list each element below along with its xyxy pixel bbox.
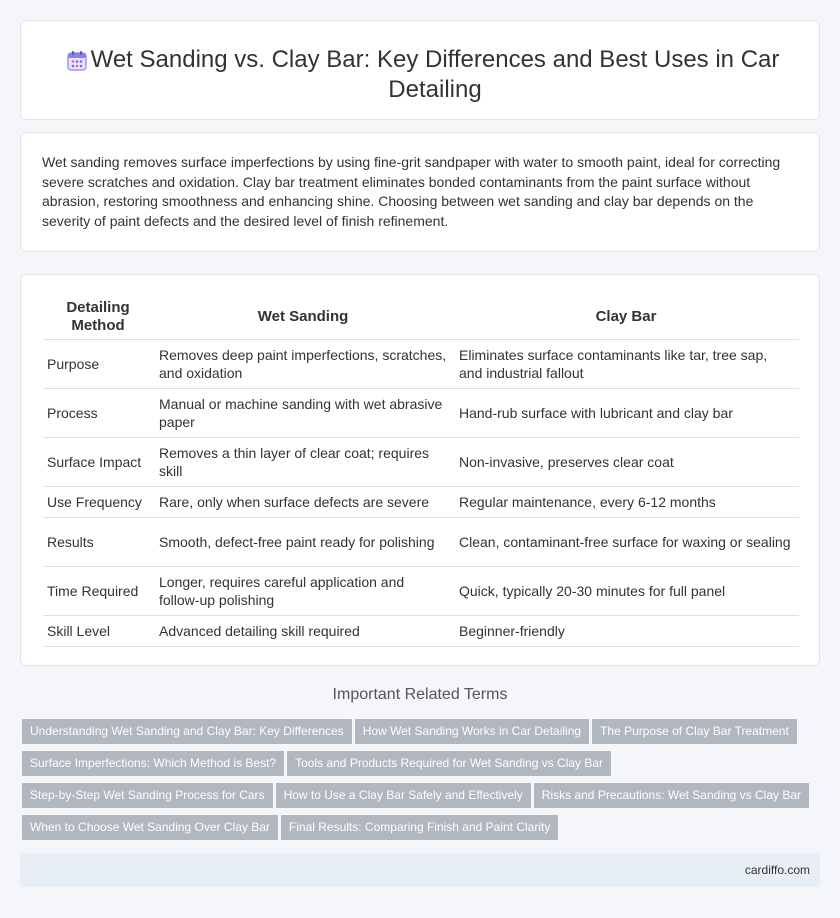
clay-bar-cell: Hand-rub surface with lubricant and clay bar bbox=[453, 388, 799, 437]
intro-card bbox=[20, 132, 820, 252]
comparison-table-card bbox=[20, 274, 820, 666]
related-terms-heading: Important Related Terms bbox=[332, 686, 508, 703]
intro-paragraph: Wet sanding removes surface imperfections by using fine-grit sandpaper with water to smooth paint, ideal for correcting severe scratches and oxidation. Clay bar treatment eliminates bonded contaminants from the paint surface without abrasion, restoring smoothness and enhancing shine. Choosing between wet sanding and clay bar depends on the severity of paint defects and the desired level of finish refinement. bbox=[42, 154, 781, 229]
table-row bbox=[43, 486, 799, 517]
comparison-table bbox=[43, 295, 799, 647]
row-label: Skill Level bbox=[43, 615, 153, 646]
page-title: Wet Sanding vs. Clay Bar: Key Differences and Best Uses in Car Detailing bbox=[90, 46, 780, 103]
related-term-link[interactable]: Final Results: Comparing Finish and Paint Clarity bbox=[281, 815, 558, 840]
wet-sanding-cell: Longer, requires careful application and follow-up polishing bbox=[153, 566, 453, 615]
related-terms-list bbox=[22, 719, 822, 847]
table-row bbox=[43, 437, 799, 486]
row-label: Surface Impact bbox=[43, 437, 153, 486]
header-card bbox=[20, 20, 820, 120]
table-row bbox=[43, 339, 799, 388]
clay-bar-cell: Eliminates surface contaminants like tar, tree sap, and industrial fallout bbox=[453, 339, 799, 388]
wet-sanding-cell: Rare, only when surface defects are severe bbox=[153, 486, 453, 517]
related-term-link[interactable]: Surface Imperfections: Which Method is Best? bbox=[22, 751, 284, 776]
wet-sanding-cell: Removes deep paint imperfections, scratches, and oxidation bbox=[153, 339, 453, 388]
clay-bar-cell: Beginner-friendly bbox=[453, 615, 799, 646]
column-header: Wet Sanding bbox=[153, 295, 453, 339]
wet-sanding-cell: Smooth, defect-free paint ready for polishing bbox=[153, 517, 453, 566]
column-header: Clay Bar bbox=[453, 295, 799, 339]
row-label: Results bbox=[43, 517, 153, 566]
table-row bbox=[43, 615, 799, 646]
related-term-link[interactable]: Tools and Products Required for Wet Sanding vs Clay Bar bbox=[287, 751, 611, 776]
clay-bar-cell: Clean, contaminant-free surface for waxing or sealing bbox=[453, 517, 799, 566]
wet-sanding-cell: Removes a thin layer of clear coat; requires skill bbox=[153, 437, 453, 486]
footer bbox=[20, 853, 820, 887]
footer-site-link[interactable]: cardiffo.com bbox=[744, 863, 810, 877]
related-term-link[interactable]: How to Use a Clay Bar Safely and Effectively bbox=[276, 783, 531, 808]
wet-sanding-cell: Advanced detailing skill required bbox=[153, 615, 453, 646]
related-term-link[interactable]: How Wet Sanding Works in Car Detailing bbox=[355, 719, 589, 744]
row-label: Use Frequency bbox=[43, 486, 153, 517]
clay-bar-cell: Non-invasive, preserves clear coat bbox=[453, 437, 799, 486]
table-row bbox=[43, 566, 799, 615]
column-header: Detailing Method bbox=[43, 295, 153, 339]
related-term-link[interactable]: When to Choose Wet Sanding Over Clay Bar bbox=[22, 815, 278, 840]
row-label: Purpose bbox=[43, 339, 153, 388]
related-term-link[interactable]: Understanding Wet Sanding and Clay Bar: Key Differences bbox=[22, 719, 352, 744]
related-term-link[interactable]: The Purpose of Clay Bar Treatment bbox=[592, 719, 797, 744]
table-row bbox=[43, 517, 799, 566]
row-label: Process bbox=[43, 388, 153, 437]
table-header-row bbox=[43, 295, 799, 339]
clay-bar-cell: Regular maintenance, every 6-12 months bbox=[453, 486, 799, 517]
wet-sanding-cell: Manual or machine sanding with wet abrasive paper bbox=[153, 388, 453, 437]
row-label: Time Required bbox=[43, 566, 153, 615]
related-term-link[interactable]: Step-by-Step Wet Sanding Process for Cars bbox=[22, 783, 273, 808]
related-term-link[interactable]: Risks and Precautions: Wet Sanding vs Clay Bar bbox=[534, 783, 809, 808]
clay-bar-cell: Quick, typically 20-30 minutes for full panel bbox=[453, 566, 799, 615]
table-row bbox=[43, 388, 799, 437]
